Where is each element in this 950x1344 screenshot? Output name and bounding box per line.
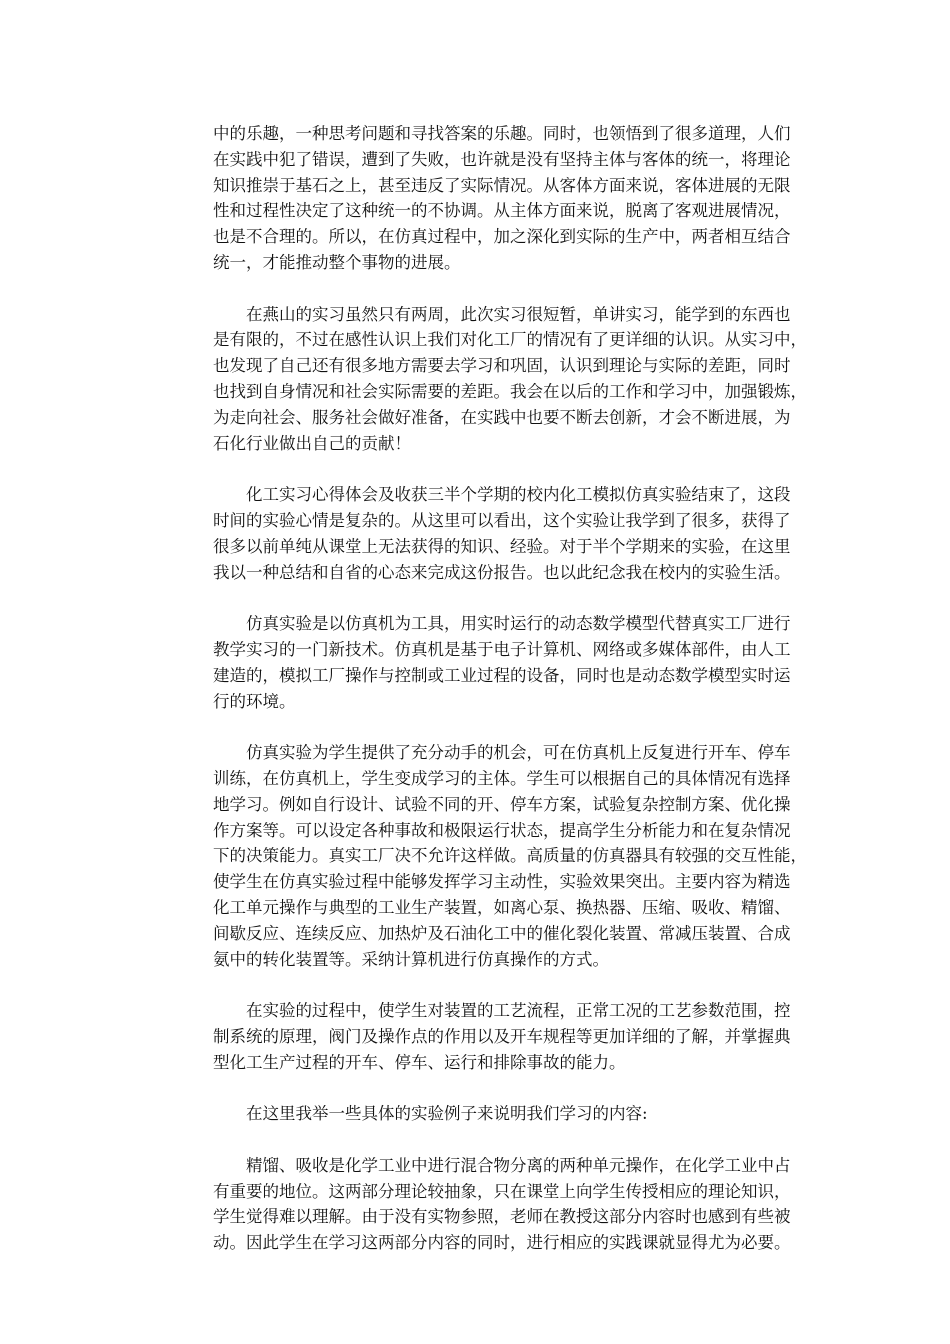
text-line: 是有限的，不过在感性认识上我们对化工厂的情况有了更详细的认识。从实习中， — [213, 330, 807, 350]
paragraph-7 — [180, 1101, 780, 1127]
text-line: 在实验的过程中，使学生对装置的工艺流程，正常工况的工艺参数范围，控 — [246, 1001, 791, 1021]
text-line: 教学实习的一门新技术。仿真机是基于电子计算机、网络或多媒体部件，由人工 — [213, 639, 791, 659]
text-line: 知识推崇于基石之上，甚至违反了实际情况。从客体方面来说，客体进展的无限 — [213, 175, 791, 195]
text-line: 地学习。例如自行设计、试验不同的开、停车方案，试验复杂控制方案、优化操 — [213, 794, 791, 814]
text-line: 化工单元操作与典型的工业生产装置，如离心泵、换热器、压缩、吸收、精馏、 — [213, 897, 791, 917]
text-line: 间歇反应、连续反应、加热炉及石油化工中的催化裂化装置、常减压装置、合成 — [213, 923, 791, 943]
paragraph-4 — [180, 611, 791, 714]
paragraph-8 — [180, 1153, 791, 1256]
text-line: 中的乐趣，一种思考问题和寻找答案的乐趣。同时，也领悟到了很多道理，人们 — [213, 124, 791, 143]
text-line: 时间的实验心情是复杂的。从这里可以看出，这个实验让我学到了很多，获得了 — [213, 510, 791, 530]
text-line: 行的环境。 — [213, 691, 296, 711]
text-line: 化工实习心得体会及收获三半个学期的校内化工模拟仿真实验结束了，这段 — [246, 485, 791, 505]
text-line: 精馏、吸收是化学工业中进行混合物分离的两种单元操作，在化学工业中占 — [246, 1155, 791, 1175]
paragraph-6 — [180, 998, 791, 1075]
paragraph-2 — [180, 302, 807, 457]
text-line: 作方案等。可以设定各种事故和极限运行状态，提高学生分析能力和在复杂情况 — [213, 820, 791, 840]
text-line: 为走向社会、服务社会做好准备，在实践中也要不断去创新，才会不断进展，为 — [213, 407, 791, 427]
text-line: 性和过程性决定了这种统一的不协调。从主体方面来说，脱离了客观进展情况， — [213, 201, 791, 221]
text-line: 学生觉得难以理解。由于没有实物参照，老师在教授这部分内容时也感到有些被 — [213, 1207, 791, 1227]
text-line: 在这里我举一些具体的实验例子来说明我们学习的内容: — [246, 1104, 648, 1124]
text-line: 有重要的地位。这两部分理论较抽象，只在课堂上向学生传授相应的理论知识， — [213, 1181, 791, 1201]
text-line: 氨中的转化装置等。采纳计算机进行仿真操作的方式。 — [213, 949, 609, 969]
text-line: 也是不合理的。所以，在仿真过程中，加之深化到实际的生产中，两者相互结合 — [213, 227, 791, 247]
text-line: 在燕山的实习虽然只有两周，此次实习很短暂，单讲实习，能学到的东西也 — [246, 304, 791, 324]
text-line: 训练，在仿真机上，学生变成学习的主体。学生可以根据自己的具体情况有选择 — [213, 768, 791, 788]
text-line: 仿真实验是以仿真机为工具，用实时运行的动态数学模型代替真实工厂进行 — [246, 614, 791, 634]
text-line: 仿真实验为学生提供了充分动手的机会，可在仿真机上反复进行开车、停车 — [246, 743, 791, 763]
text-line: 动。因此学生在学习这两部分内容的同时，进行相应的实践课就显得尤为必要。 — [213, 1233, 791, 1253]
text-line: 我以一种总结和自省的心态来完成这份报告。也以此纪念我在校内的实验生活。 — [213, 562, 791, 582]
paragraph-1 — [180, 121, 791, 276]
text-line: 制系统的原理，阀门及操作点的作用以及开车规程等更加详细的了解，并掌握典 — [213, 1026, 791, 1046]
text-line: 使学生在仿真实验过程中能够发挥学习主动性，实验效果突出。主要内容为精选 — [213, 872, 791, 892]
paragraph-3 — [180, 482, 791, 585]
text-line: 也找到自身情况和社会实际需要的差距。我会在以后的工作和学习中，加强锻炼， — [213, 381, 807, 401]
text-line: 很多以前单纯从课堂上无法获得的知识、经验。对于半个学期来的实验，在这里 — [213, 536, 791, 556]
text-line: 建造的，模拟工厂操作与控制或工业过程的设备，同时也是动态数学模型实时运 — [213, 665, 791, 685]
text-line: 也发现了自己还有很多地方需要去学习和巩固，认识到理论与实际的差距，同时 — [213, 356, 791, 376]
paragraph-5 — [180, 740, 807, 972]
text-line: 统一，才能推动整个事物的进展。 — [213, 252, 461, 272]
text-line: 下的决策能力。真实工厂决不允许这样做。高质量的仿真器具有较强的交互性能， — [213, 846, 807, 866]
document-page — [180, 121, 807, 1282]
text-line: 石化行业做出自己的贡献！ — [213, 433, 411, 453]
text-line: 型化工生产过程的开车、停车、运行和排除事故的能力。 — [213, 1052, 626, 1072]
text-line: 在实践中犯了错误，遭到了失败，也许就是没有坚持主体与客体的统一，将理论 — [213, 149, 791, 169]
